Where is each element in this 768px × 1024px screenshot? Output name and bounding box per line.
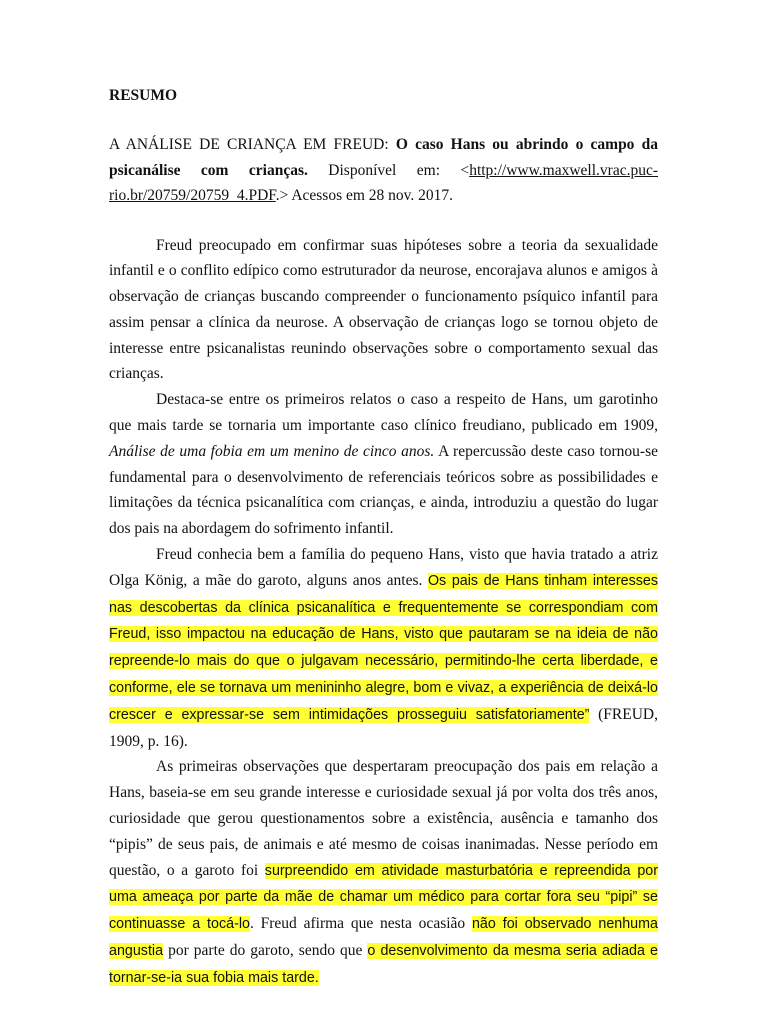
book-title: Análise de uma fobia em um menino de cinco anos. <box>109 442 435 460</box>
reference-access-date: .> Acessos em 28 nov. 2017. <box>275 187 454 204</box>
paragraph-4-mid-1: . Freud afirma que nesta ocasião <box>249 915 472 933</box>
paragraph-2 <box>109 387 658 542</box>
paragraph-1: Freud preocupado em confirmar suas hipóteses sobre a teoria da sexualidade infantil e o conflito edípico como estruturador da neurose, encorajava alunos e amigos à observação de crianças buscando compreender o funcionamento psíquico infantil para assim pensar a clínica da neurose. A observação de crianças logo se tornou objeto de interesse entre psicanalistas reunindo observações sobre o comportamento sexual das crianças. <box>109 236 658 383</box>
reference-title: A ANÁLISE DE CRIANÇA EM FREUD: <box>109 136 396 153</box>
paragraph-3 <box>109 542 658 754</box>
paragraph-2-start: Destaca-se entre os primeiros relatos o caso a respeito de Hans, um garotinho que mais tarde se tornaria um importante caso clínico freudiano, publicado em 1909, <box>109 391 658 435</box>
highlight-1: surpreendido em atividade masturbatória e repreendida por uma ameaça por parte da mãe de chamar um médico para cortar fora seu “pipi” se continuasse a tocá-lo <box>109 862 658 933</box>
reference-available: Disponível em: < <box>307 161 470 179</box>
paragraph-4-mid-2: por parte do garoto, sendo que <box>163 942 368 960</box>
paragraph-3-start: Freud conhecia bem a família do pequeno Hans, visto que havia tratado a atriz Olga König, a mãe do garoto, alguns anos antes. <box>109 546 658 589</box>
citation: (FREUD, 1909, p. 16). <box>109 705 658 750</box>
reference-subtitle: O caso Hans ou abrindo o campo da psicanálise com crianças. <box>109 136 658 179</box>
highlighted-quote: Os pais de Hans tinham interesses nas descobertas da clínica psicanalítica e frequentemente se correspondiam com Freud, isso impactou na educação de Hans, visto que pautaram se na ideia de não repreende-lo mais do que o julgavam necessário, permitindo-lhe certa liberdade, e conforme, ele se tornava um menininho alegre, bom e vivaz, a experiência de deixá-lo crescer e expressar-se sem intimidações prosseguiu satisfatoriamente” <box>109 572 658 723</box>
bibliographic-reference <box>109 132 658 209</box>
section-heading: RESUMO <box>109 87 178 104</box>
reference-url-link[interactable]: http://www.maxwell.vrac.puc-rio.br/20759/20759_4.PDF <box>109 161 659 204</box>
paragraph-4 <box>109 754 658 991</box>
paragraph-2-end: A repercussão deste caso tornou-se fundamental para o desenvolvimento de referenciais teóricos sobre as possibilidades e limitações da técnica psicanalítica com crianças, e ainda, introduziu a questão do lugar dos pais na abordagem do sofrimento infantil. <box>109 442 658 538</box>
highlight-2: não foi observado nenhuma angustia <box>109 916 658 960</box>
paragraph-4-start: As primeiras observações que despertaram preocupação dos pais em relação a Hans, baseia-se em seu grande interesse e curiosidade sexual já por volta dos três anos, curiosidade que gerou questionamentos sobre a existência, ausência e tamanho dos “pipis” de seus pais, de animais e até mesmo de coisas inanimadas. Nesse período em questão, o a garoto foi <box>109 758 658 879</box>
highlight-3: o desenvolvimento da mesma seria adiada e tornar-se-ia sua fobia mais tarde. <box>109 943 659 986</box>
document-page <box>109 84 658 992</box>
